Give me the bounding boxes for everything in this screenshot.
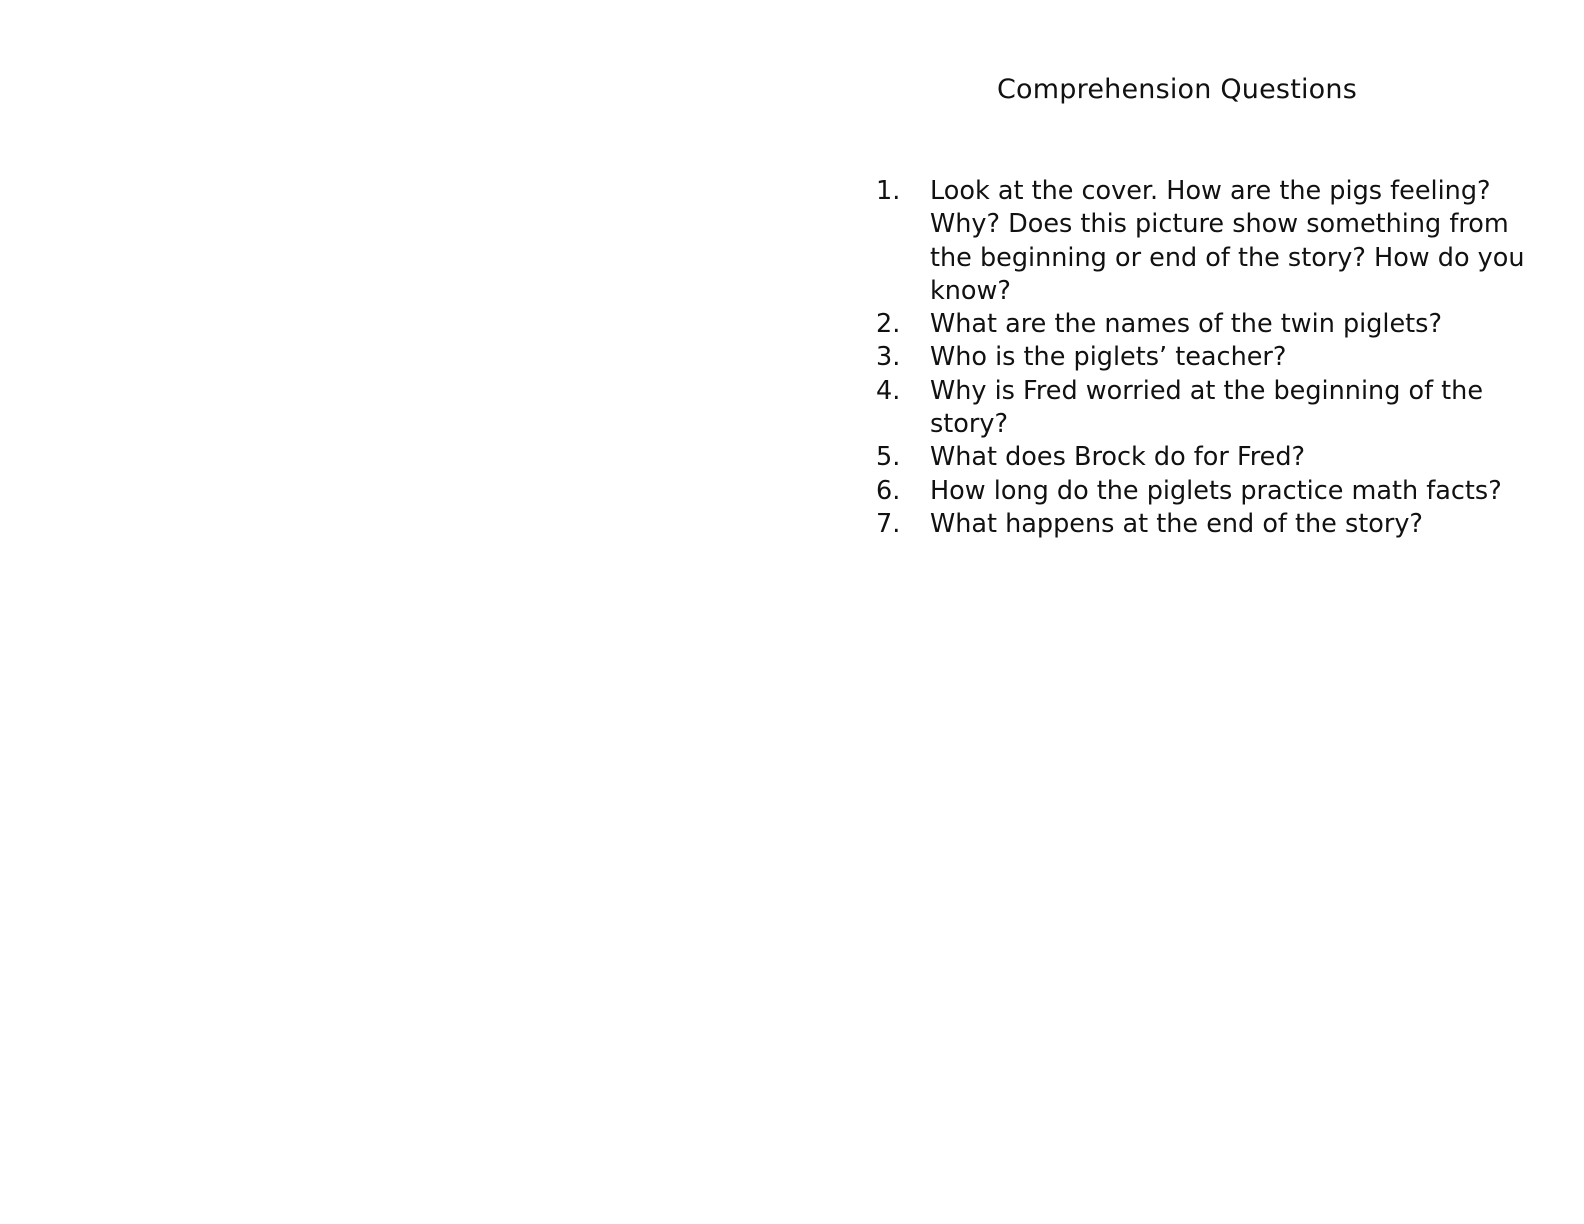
page-title: Comprehension Questions (997, 74, 1357, 105)
question-item-1 (876, 175, 1536, 308)
question-number: 6. (876, 475, 901, 506)
question-text: Why is Fred worried at the beginning of the story? (930, 375, 1484, 440)
question-text: What are the names of the twin piglets? (930, 309, 1443, 340)
question-number: 7. (876, 508, 901, 539)
question-text: How long do the piglets practice math facts? (930, 475, 1502, 506)
question-item-4 (876, 375, 1536, 442)
question-number: 5. (876, 442, 901, 473)
question-number: 3. (876, 342, 901, 373)
question-text: Look at the cover. How are the pigs feeling? Why? Does this picture show something from the beginning or end of the story? How do you know? (930, 176, 1525, 306)
question-list (876, 175, 1536, 541)
question-item-7 (876, 508, 1536, 541)
question-item-3 (876, 341, 1536, 374)
question-item-2 (876, 308, 1536, 341)
question-item-6 (876, 475, 1536, 508)
question-text: Who is the piglets’ teacher? (930, 342, 1287, 373)
question-number: 1. (876, 176, 901, 206)
questions-panel (792, 0, 1584, 1224)
question-number: 4. (876, 375, 901, 406)
question-item-5 (876, 441, 1536, 474)
question-number: 2. (876, 309, 901, 340)
question-text: What does Brock do for Fred? (930, 442, 1306, 473)
question-text: What happens at the end of the story? (930, 508, 1423, 539)
